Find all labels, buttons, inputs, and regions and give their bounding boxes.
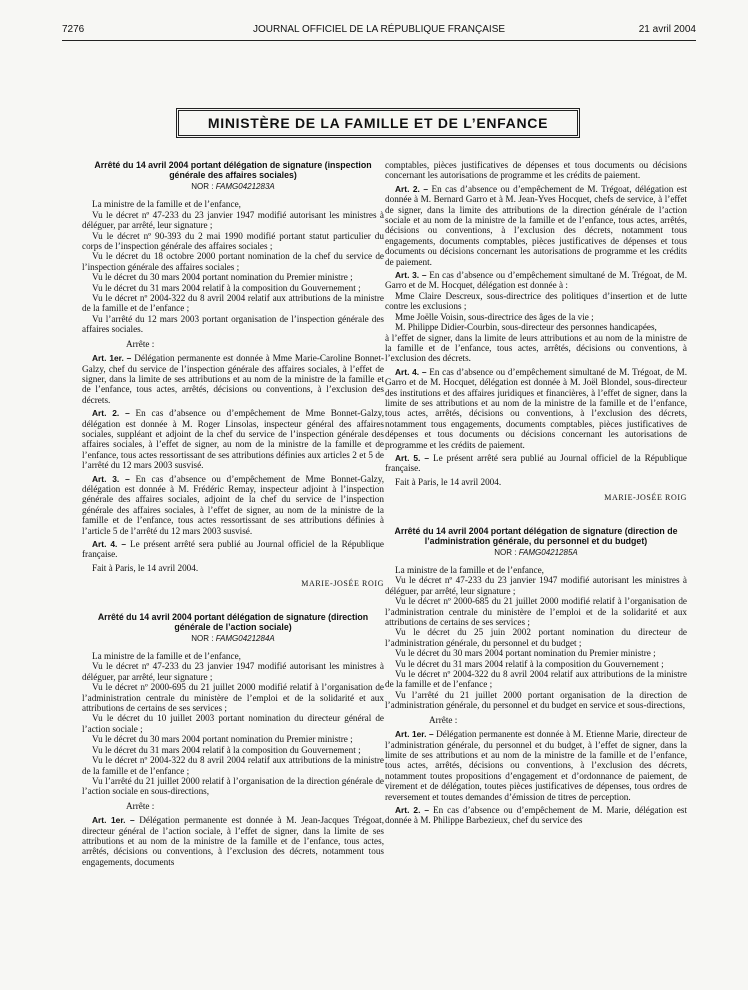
signature: MARIE-JOSÉE ROIG (604, 493, 687, 503)
paragraph: Vu le décret nº 90-393 du 2 mai 1990 modifié portant statut particulier du corps de l’inspection générale des affaires sociales ; (82, 230, 384, 252)
article (82, 539, 384, 560)
article-label: Art. 3. – (92, 473, 130, 484)
decree-2 (82, 612, 384, 868)
article-label: Art. 2. – (395, 183, 429, 194)
article-label: Art. 2. – (395, 804, 430, 815)
issue-date: 21 avril 2004 (638, 24, 696, 35)
paragraph: La ministre de la famille et de l’enfance, (92, 199, 241, 210)
article-text: En cas d’absence ou d’empêchement de Mme Bonnet-Galzy, délégation est donnée à M. Frédéric Remay, inspecteur adjoint à l’inspection générale des affaires sociales, adjoint de la chef du service de l’inspection générale des affaires sociales, à l’effet de signer, au nom de la ministre de la famille et de l’enfance, tous actes ressortissant de ses attributions définies à l’article 5 de l’arrêté du 12 mars 2003 susvisé. (82, 473, 384, 536)
article-text: Délégation permanente est donnée à Mme Marie-Caroline Bonnet-Galzy, chef du service de l’inspection générale des affaires sociales, à l’effet de signer, dans la limite de ses attributions et au nom de la ministre de la famille et de l’enfance, tous actes, arrêtés, décisions ou conventions, à l’exclusion des décrets. (82, 353, 384, 405)
paragraph: Vu le décret du 10 juillet 2003 portant nomination du directeur général de l’action sociale ; (82, 713, 384, 734)
arrete-label: Arrête : (126, 338, 155, 349)
paragraph: Vu le décret du 30 mars 2004 portant nomination du Premier ministre ; (395, 648, 656, 659)
nor-code: FAMG0421283A (215, 182, 275, 191)
nor-reference (82, 634, 384, 644)
article (82, 408, 384, 470)
paragraph: Vu l’arrêté du 21 juillet 2000 relatif à l’organisation de la direction générale de l’action sociale en sous-directions, (82, 775, 384, 797)
article (385, 453, 687, 474)
right-column (385, 160, 687, 826)
decree-title: Arrêté du 14 avril 2004 portant délégation de signature (inspection générale des affaires sociales) (94, 160, 372, 180)
paragraph: Vu le décret du 31 mars 2004 relatif à la composition du Gouvernement ; (92, 282, 361, 293)
nor-label: NOR : (191, 182, 214, 191)
paragraph: Vu le décret du 30 mars 2004 portant nomination du Premier ministre ; (92, 734, 353, 745)
paragraph: Vu le décret nº 2004-322 du 8 avril 2004 relatif aux attributions de la ministre de la famille et de l’enfance ; (385, 669, 687, 690)
paragraph: Vu le décret nº 2000-695 du 21 juillet 2000 modifié relatif à l’organisation de l’administration centrale du ministère de l’emploi et de la solidarité et aux attributions de certains de ses services ; (82, 682, 384, 714)
paragraph: Vu le décret nº 47-233 du 23 janvier 1947 modifié autorisant les ministres à déléguer, par arrêté, leur signature ; (385, 575, 687, 596)
paragraph: Vu le décret du 18 octobre 2000 portant nomination de la chef du service de l’inspection générale des affaires sociales ; (82, 251, 384, 272)
nor-code: FAMG0421285A (518, 547, 578, 557)
article-text: En cas d’absence ou d’empêchement de Mme Bonnet-Galzy, délégation est donnée à M. Roger Linsolas, inspecteur général des affaires sociales, suppléant et adjoint de la chef du service de l’inspection générale des affaires sociales, à l’effet de signer, au nom de la ministre de la famille et de l’enfance, tous actes ressortissant de ses attributions définies aux articles 2 et 5 de l’arrêté du 12 mars 2003 susvisé. (82, 408, 384, 471)
paragraph: Vu l’arrêté du 21 juillet 2000 portant organisation de la direction de l’administration générale, du personnel et du budget en service et sous-directions, (385, 689, 687, 711)
paragraph: Vu l’arrêté du 12 mars 2003 portant organisation de l’inspection générale des affaires sociales. (82, 313, 384, 335)
article-label: Art. 3. – (395, 270, 427, 281)
article (385, 184, 687, 267)
paragraph: La ministre de la famille et de l’enfance, (92, 651, 241, 662)
articles (385, 729, 687, 826)
nor-reference (82, 182, 384, 192)
header-rule (62, 40, 696, 41)
paragraph: Vu le décret nº 47-233 du 23 janvier 1947 modifié autorisant les ministres à déléguer, par arrêté, leur signature ; (82, 209, 384, 231)
paragraph: Vu le décret nº 2000-685 du 21 juillet 2000 modifié relatif à l’organisation de l’administration centrale du ministère de l’emploi et de la solidarité et aux attributions de certains de ses services ; (385, 596, 687, 628)
decree-title: Arrêté du 14 avril 2004 portant délégation de signature (direction de l’administration générale, du personnel et du budget) (394, 525, 678, 546)
article-text: En cas d’absence ou d’empêchement simultané de M. Trégoat, de M. Garro et de M. Hocquet, délégation est donnée à : (385, 270, 687, 291)
article-label: Art. 2. – (92, 408, 130, 419)
article (385, 729, 687, 802)
article-label: Art. 1er. – (92, 815, 135, 826)
article-label: Art. 1er. – (92, 353, 132, 364)
paragraph: Mme Claire Descreux, sous-directrice des politiques d’insertion et de lutte contre les exclusions ; (385, 290, 687, 312)
paragraph: Vu le décret nº 2004-322 du 8 avril 2004 relatif aux attributions de la ministre de la famille et de l’enfance ; (82, 755, 384, 776)
paragraph: Vu le décret nº 47-233 du 23 janvier 1947 modifié autorisant les ministres à déléguer, par arrêté, leur signature ; (82, 661, 384, 682)
article-text: Le présent arrêté sera publié au Journal officiel de la République française. (82, 539, 384, 560)
decree-title: Arrêté du 14 avril 2004 portant délégation de signature (direction générale de l’action sociale) (97, 611, 369, 632)
article-label: Art. 5. – (395, 452, 430, 463)
article-text: En cas d’absence ou d’empêchement de M. Trégoat, délégation est donnée à M. Bernard Garro et à M. Jean-Yves Hocquet, chefs de service, à l’effet de signer, dans la limite des attributions de la direction générale de l’action sociale et au nom de la ministre de la famille et de l’enfance, tous actes, arrêtés, décisions ou conventions, à l’exclusion des décrets, notamment tous engagements, documents comptables, pièces justificatives de dépenses et tous documents ou décisions concernant les autorisations de programme et les crédits de paiement. (385, 183, 687, 267)
article-text: Le présent arrêté sera publié au Journal officiel de la République française. (385, 452, 687, 474)
paragraph: Vu le décret du 31 mars 2004 relatif à la composition du Gouvernement ; (92, 744, 361, 755)
page-number: 7276 (62, 24, 85, 35)
signature: MARIE-JOSÉE ROIG (301, 579, 384, 589)
article (385, 367, 687, 450)
article-text: En cas d’absence ou d’empêchement de M. Marie, délégation est donnée à M. Philippe Barbezieux, chef du service des (385, 804, 687, 826)
arrete-label: Arrête : (126, 800, 155, 811)
place-date: Fait à Paris, le 14 avril 2004. (395, 476, 502, 487)
articles (385, 367, 687, 474)
article (385, 805, 687, 826)
journal-title: JOURNAL OFFICIEL DE LA RÉPUBLIQUE FRANÇAISE (252, 24, 506, 35)
nor-label: NOR : (494, 547, 517, 557)
article-continuation: comptables, pièces justificatives de dépenses et tous documents ou décisions concernant les autorisations de programme et les crédits de paiement. (385, 160, 687, 181)
article-text: Délégation permanente est donnée à M. Etienne Marie, directeur de l’administration générale, du personnel et du budget, à l’effet de signer, dans la limite de ses attributions et au nom de la ministre de la famille et de l’enfance, tous actes, arrêtés, décisions ou conventions, à l’exclusion des décrets, notamment toutes propositions d’engagement et d’ordonnance de paiement, de virement et de délégation, toutes pièces justificatives de dépenses, tous ordres de reversement et toutes demandes d’émission de titres de perception. (385, 729, 687, 802)
place-date: Fait à Paris, le 14 avril 2004. (92, 562, 199, 573)
articles (82, 353, 384, 560)
decree-1 (82, 160, 384, 590)
paragraph: La ministre de la famille et de l’enfance, (395, 565, 544, 575)
ministry-title: MINISTÈRE DE LA FAMILLE ET DE L’ENFANCE (176, 108, 580, 138)
preamble (82, 199, 384, 334)
paragraph: Vu le décret du 30 mars 2004 portant nomination du Premier ministre ; (92, 272, 353, 283)
preamble (82, 651, 384, 797)
paragraph: Mme Joëlle Voisin, sous-directrice des âges de la vie ; (395, 311, 594, 322)
article-label: Art. 1er. – (395, 729, 434, 740)
decree-3 (385, 526, 687, 826)
nor-code: FAMG0421284A (215, 633, 275, 643)
article (82, 353, 384, 405)
decree-2-continued (385, 160, 687, 504)
paragraph: Vu le décret nº 2004-322 du 8 avril 2004 relatif aux attributions de la ministre de la famille et de l’enfance ; (82, 293, 384, 314)
article (385, 270, 687, 291)
article (82, 815, 384, 867)
nor-label: NOR : (191, 633, 214, 643)
delegates-list (385, 291, 687, 333)
article-label: Art. 4. – (395, 366, 427, 377)
articles (385, 184, 687, 291)
page-header (62, 24, 696, 38)
article-tail: à l’effet de signer, dans la limite de leurs attributions et au nom de la ministre de la famille et de l’enfance, tous actes, arrêtés, décisions ou conventions, à l’exclusion des décrets. (385, 332, 687, 364)
paragraph: Vu le décret du 25 juin 2002 portant nomination du directeur de l’administration générale, du personnel et du budget ; (385, 627, 687, 648)
paragraph: M. Philippe Didier-Courbin, sous-directeur des personnes handicapées, (395, 322, 657, 333)
article (82, 474, 384, 536)
article-text: Délégation permanente est donnée à M. Jean-Jacques Trégoat, directeur général de l’action sociale, à l’effet de signer, dans la limite de ses attributions et au nom de la ministre de la famille et de l’enfance, tous actes, arrêtés, décisions ou conventions, à l’exclusion des décrets, notamment tous engagements, documents (82, 815, 384, 867)
preamble (385, 565, 687, 711)
nor-reference (385, 548, 687, 558)
article-text: En cas d’absence ou d’empêchement simultané de M. Trégoat, de M. Garro et de M. Hocquet, délégation est donnée à M. Joël Blondel, sous-directeur des institutions et des affaires juridiques et financières, à l’effet de signer, dans la limite de ses attributions et au nom de la ministre de la famille et de l’enfance, tous actes, arrêtés, décisions ou conventions, à l’exclusion des décrets, notamment tous engagements, documents comptables, pièces justificatives de dépenses et tous documents ou décisions concernant les autorisations de programme et les crédits de paiement. (385, 366, 687, 450)
article-label: Art. 4. – (92, 539, 127, 549)
paragraph: Vu le décret du 31 mars 2004 relatif à la composition du Gouvernement ; (395, 658, 664, 669)
left-column (82, 160, 384, 867)
arrete-label: Arrête : (429, 714, 458, 725)
